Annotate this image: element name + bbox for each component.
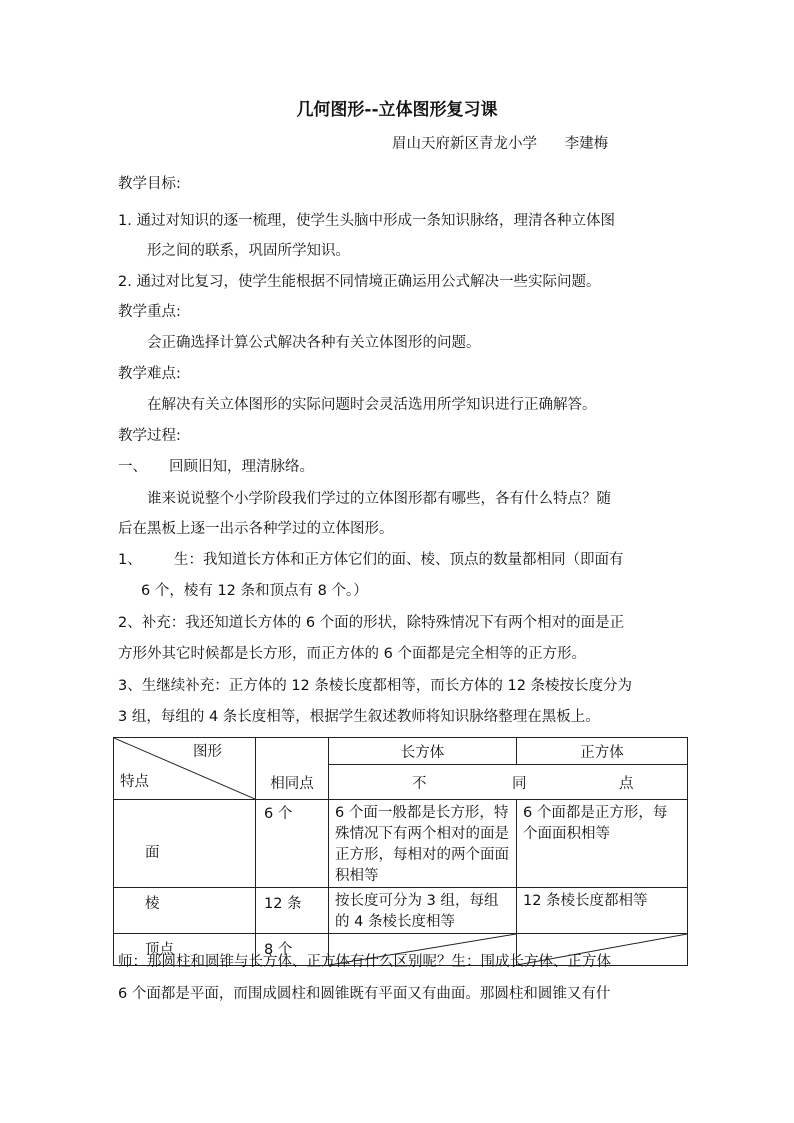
- table-row: [114, 800, 688, 888]
- item1-number: 1、: [118, 552, 142, 568]
- key-heading: 教学重点:: [118, 304, 181, 320]
- row-label-text: 面: [145, 845, 160, 861]
- diff-char-1: 不: [412, 776, 427, 792]
- row-label-edge: 棱: [114, 888, 256, 934]
- intro-paragraph-line2: 后在黑板上逐一出示各种学过的立体图形。: [118, 521, 394, 537]
- comparison-table: [113, 737, 688, 966]
- cuboid-edge: 按长度可分为 3 组，每组的 4 条棱长度相等: [329, 888, 517, 934]
- item3-line1: 3、生继续补充：正方体的 12 条棱长度都相等，而长方体的 12 条棱按长度分为: [118, 678, 633, 694]
- same-face: 6 个: [256, 800, 329, 888]
- table-row: [114, 888, 688, 934]
- objective-1-line2: 形之间的联系，巩固所学知识。: [147, 243, 350, 259]
- objectives-heading: 教学目标:: [118, 176, 181, 192]
- objective-2: 2. 通过对比复习，使学生能根据不同情境正确运用公式解决一些实际问题。: [118, 274, 601, 290]
- difficulty-text: 在解决有关立体图形的实际问题时会灵活选用所学知识进行正确解答。: [147, 397, 597, 413]
- corner-label-shape: 图形: [193, 744, 222, 760]
- key-text: 会正确选择计算公式解决各种有关立体图形的问题。: [147, 335, 481, 351]
- same-header-label: 相同点: [270, 776, 314, 792]
- step1-number: 一、: [118, 459, 147, 475]
- cube-header: 正方体: [517, 738, 688, 765]
- after-table-line2: 6 个面都是平面，而围成圆柱和圆锥既有平面又有曲面。那圆柱和圆锥又有什: [118, 986, 611, 1002]
- cube-face: 6 个面都是正方形，每个面面积相等: [517, 800, 688, 888]
- item3-line2: 3 组，每组的 4 条长度相等，根据学生叙述教师将知识脉络整理在黑板上。: [118, 709, 600, 725]
- step1-text: 回顾旧知，理清脉络。: [169, 459, 314, 475]
- item1-line1: 生：我知道长方体和正方体它们的面、棱、顶点的数量都相同（即面有: [174, 552, 624, 568]
- same-edge: 12 条: [256, 888, 329, 934]
- table-corner-cell: [114, 738, 256, 800]
- row-label-vertex: 顶点: [114, 934, 256, 966]
- intro-paragraph-line1: 谁来说说整个小学阶段我们学过的立体图形都有哪些，各有什么特点？随: [147, 491, 611, 507]
- cube-edge: 12 条棱长度都相等: [517, 888, 688, 934]
- corner-label-feature: 特点: [120, 774, 149, 790]
- difficulty-heading: 教学难点:: [118, 366, 181, 382]
- objective-1-line1: 1. 通过对知识的逐一梳理，使学生头脑中形成一条知识脉络，理清各种立体图: [118, 213, 615, 229]
- after-table-line1: 师：那圆柱和圆锥与长方体、正方体有什么区别呢？生：围成长方体、正方体: [118, 954, 611, 970]
- item2-line1: 2、补充：我还知道长方体的 6 个面的形状，除特殊情况下有两个相对的面是正: [118, 615, 625, 631]
- document-title: 几何图形--立体图形复习课: [296, 100, 498, 120]
- cuboid-header: 长方体: [329, 738, 517, 765]
- process-heading: 教学过程:: [118, 428, 181, 444]
- same-header: [256, 738, 329, 800]
- item1-line2: 6 个，棱有 12 条和顶点有 8 个。）: [141, 583, 368, 599]
- cuboid-face: 6 个面一般都是长方形，特殊情况下有两个相对的面是正方形，每相对的两个面面积相等: [329, 800, 517, 888]
- same-vertex: 8 个: [256, 934, 329, 966]
- author-line: 眉山天府新区青龙小学 李建梅: [392, 136, 609, 152]
- difference-header: [329, 765, 688, 800]
- row-label-face: [114, 800, 256, 888]
- diff-char-2: 同: [512, 776, 527, 792]
- diff-char-3: 点: [619, 776, 634, 792]
- item2-line2: 方形外其它时候都是长方形，而正方体的 6 个面都是完全相等的正方形。: [118, 646, 586, 662]
